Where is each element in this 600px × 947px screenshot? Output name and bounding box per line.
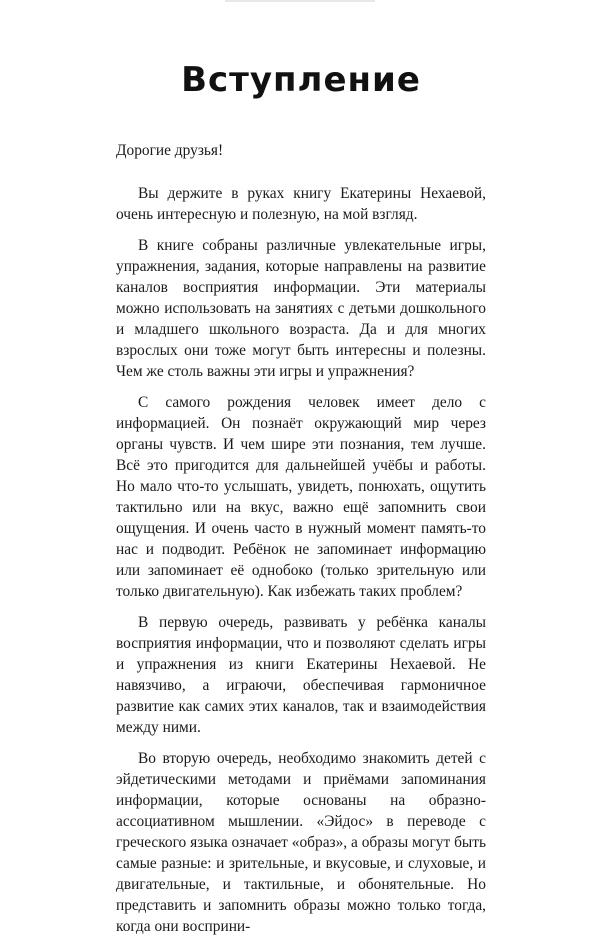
chapter-title: Вступление: [181, 60, 421, 100]
paragraph-1: Вы держите в руках книгу Екатерины Нехаевой, очень интересную и полезную, на мой взгляд.: [116, 185, 486, 223]
book-page: [116, 0, 486, 947]
paragraph-4: В первую очередь, развивать у ребёнка каналы восприятия информации, что и позволяют сделать игры и упражнения из книги Екатерины Нехаевой. Не навязчиво, а играючи, обеспечивая гармоничное развитие как самих этих каналов, так и взаимодействия между ними.: [116, 614, 486, 736]
paragraph-5: Во вторую очередь, необходимо знакомить детей с эйдетическими методами и приёмами запоминания информации, которые основаны на образно-ассоциативном мышлении. «Эйдос» в переводе с греческого языка означает «образ», а образы могут быть самые разные: и зрительные, и вкусовые, и слуховые, и двигательные, и тактильные, и обонятельные. Но представить и запомнить образы можно только тогда, когда они восприни-: [116, 750, 486, 935]
greeting: Дорогие друзья!: [116, 142, 224, 159]
paragraph-2: В книге собраны различные увлекательные игры, упражнения, задания, которые направлены на развитие каналов восприятия информации. Эти материалы можно использовать на занятиях с детьми дошкольного и младшего школьного возраста. Да и для многих взрослых они тоже могут быть интересны и полезны. Чем же столь важны эти игры и упражнения?: [116, 237, 486, 380]
body-text: [116, 183, 486, 937]
paragraph-3: С самого рождения человек имеет дело с информацией. Он познаёт окружающий мир через органы чувств. И чем шире эти познания, тем лучше. Всё это пригодится для дальнейшей учёбы и работы. Но мало что-то услышать, увидеть, понюхать, ощутить тактильно или на вкус, важно ещё запомнить свои ощущения. И очень часто в нужный момент память-то нас и подводит. Ребёнок не запоминает информацию или запоминает её однобоко (только зрительную или только двигательную). Как избежать таких проблем?: [116, 394, 486, 600]
